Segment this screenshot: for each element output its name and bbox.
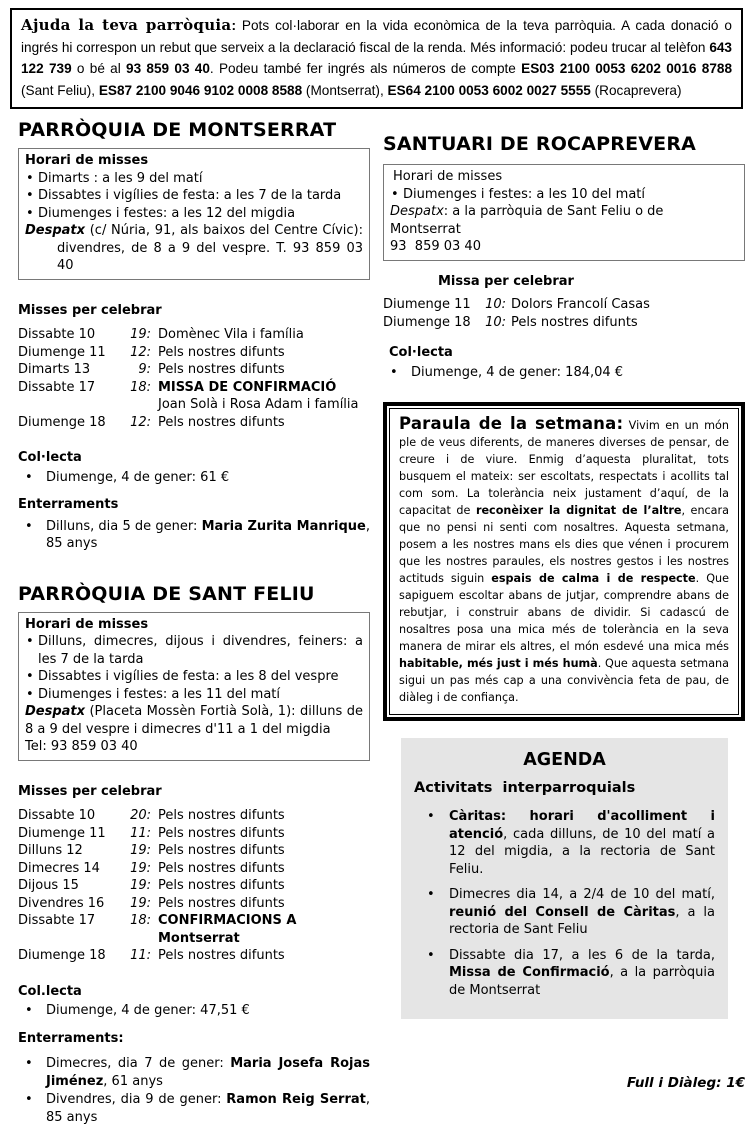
mass-hour: 19:	[130, 327, 151, 342]
mass-day: Dissabte 10	[18, 327, 96, 342]
mass-hour: 19:	[130, 895, 151, 911]
agenda-box	[401, 738, 728, 1019]
rocaprevera-tel: 93 859 03 40	[390, 239, 481, 254]
mass-day: Dimecres 14	[18, 860, 100, 876]
rocaprevera-misses-list	[383, 296, 745, 331]
mass-day: Diumenge 18	[18, 414, 106, 430]
mass-row	[383, 296, 745, 314]
mass-row	[18, 344, 370, 362]
mass-day: Diumenge 18	[18, 948, 106, 963]
mass-row	[18, 379, 370, 397]
mass-description: Pels nostres difunts	[158, 344, 285, 360]
horari-item: • Dilluns, dimecres, dijous i divendres, feiners: a les 7 de la tarda	[25, 633, 363, 668]
mass-hour: 20:	[130, 808, 151, 823]
enterrament-item: • Divendres, dia 9 de gener: Ramon Reig Serrat, 85 anys	[18, 1091, 370, 1126]
santfeliu-horari-list	[25, 633, 363, 703]
right-column	[383, 109, 745, 1093]
mass-day: Dilluns 12	[18, 843, 83, 858]
mass-description: Pels nostres difunts	[158, 878, 285, 893]
mass-row	[383, 314, 745, 332]
rocaprevera-collecta-heading: Col·lecta	[389, 345, 453, 360]
mass-description: Pels nostres difunts	[158, 895, 285, 911]
mass-row	[18, 877, 370, 895]
mass-description: Pels nostres difunts	[158, 362, 285, 377]
mass-description: Pels nostres difunts	[511, 314, 638, 330]
mass-row	[18, 860, 370, 878]
collecta-item: • Diumenge, 4 de gener: 47,51 €	[18, 1002, 370, 1020]
mass-description: Joan Solà i Rosa Adam i família	[158, 397, 359, 412]
santfeliu-horari-heading: Horari de misses	[25, 616, 149, 632]
mass-description: Dolors Francolí Casas	[511, 297, 650, 312]
agenda-item: • Càritas: horari d'acolliment i atenció, cada dilluns, de 10 del matí a 12 del migdia, a la rectoria de Sant Feliu.	[414, 808, 715, 878]
agenda-title: AGENDA	[523, 750, 606, 770]
mass-hour: 18:	[130, 913, 151, 928]
word-of-the-week-box	[383, 402, 745, 721]
horari-item: • Diumenges i festes: a les 11 del matí	[25, 686, 363, 704]
mass-row	[18, 361, 370, 379]
montserrat-despatx: Despatx (c/ Núria, 91, als baixos del Centre Cívic): divendres, de 8 a 9 del vespre. T. 93 859 03 40	[25, 223, 363, 273]
mass-hour: 11:	[130, 948, 151, 963]
montserrat-misses-heading: Misses per celebrar	[18, 302, 162, 318]
santfeliu-enterraments-heading: Enterraments:	[18, 1030, 124, 1046]
santfeliu-misses-list	[18, 807, 370, 965]
montserrat-collecta-heading: Col·lecta	[18, 450, 82, 465]
horari-item: • Dimarts : a les 9 del matí	[25, 170, 363, 188]
mass-row	[18, 326, 370, 344]
mass-row	[18, 912, 370, 947]
mass-hour	[117, 396, 151, 414]
donation-notice-text: Ajuda la teva parròquia: Pots col·laborar en la vida econòmica de la teva parròquia. A cada donació o ingrés hi correspon un rebut que serveix a la declaració fiscal de la renda. Més informació: podeu trucar al telèfon 643 122 739 o bé al 93 859 03 40. Podeu també fer ingrés als números de compte ES03 2100 0053 6202 0016 8788 (Sant Feliu), ES87 2100 9046 9102 0008 8588 (Montserrat), ES64 2100 0053 6002 0027 5555 (Rocaprevera)	[21, 16, 733, 98]
price-note: Full i Diàleg: 1€	[626, 1075, 745, 1091]
collecta-item: • Diumenge, 4 de gener: 61 €	[18, 469, 370, 487]
horari-item: • Dissabtes i vigílies de festa: a les 7 de la tarda	[25, 187, 363, 205]
mass-day: Dissabte 17	[18, 913, 96, 928]
mass-hour: 19:	[130, 860, 151, 876]
mass-day: Dijous 15	[18, 878, 79, 893]
enterrament-item: • Dimecres, dia 7 de gener: Maria Josefa Rojas Jiménez, 61 anys	[18, 1055, 370, 1090]
mass-description: CONFIRMACIONS A Montserrat	[158, 913, 297, 946]
donation-notice	[10, 8, 743, 109]
montserrat-horari-list	[25, 170, 363, 223]
page-columns	[0, 109, 753, 1126]
mass-hour: 12:	[130, 344, 151, 360]
mass-day: Dissabte 10	[18, 808, 96, 823]
agenda-subtitle: Activitats interparroquials	[414, 780, 636, 796]
montserrat-horari-box	[18, 148, 370, 280]
mass-day: Dimarts 13	[18, 362, 91, 377]
mass-day: Dissabte 17	[18, 379, 96, 395]
word-of-the-week-text: Paraula de la setmana: Vivim en un món ple de veus diferents, de maneres diverses de pensar, de creure i de viure. Enmig d’aquesta pluralitat, tots busquem el mateix: ser escoltats, respectats i acollits tal com som. La tolerància neix justament d’aquí, de la capacitat de reconèixer la dignitat de l’altre, encara que no pensi ni senti com nosaltres. Aquesta setmana, posem a les nostres mans els dies que vénen i procurem que les nostres paraules, els nostres gestos i les nostres actituds siguin espais de calma i de respecte. Que sapiguem escoltar abans de jutjar, comprendre abans de rebutjar, i construir abans de dividir. Si cadascú de nosaltres posa una mica més de tolerància en la seva manera de mirar els altres, el món esdevé una mica més habitable, més just i més humà. Que aquesta setmana sigui un pas més cap a una convivència feta de pau, de diàleg i de confiança.	[389, 408, 739, 715]
mass-hour: 10:	[485, 314, 506, 330]
collecta-item: • Diumenge, 4 de gener: 184,04 €	[383, 364, 745, 382]
mass-day: Diumenge 18	[383, 314, 471, 330]
montserrat-title: PARRÒQUIA DE MONTSERRAT	[18, 119, 337, 141]
mass-row	[18, 807, 370, 825]
mass-description: Pels nostres difunts	[158, 414, 285, 430]
santfeliu-enterraments-list	[18, 1055, 370, 1126]
montserrat-enterraments-heading: Enterraments	[18, 497, 119, 512]
left-column	[18, 109, 370, 1126]
montserrat-enterraments-list	[18, 518, 370, 553]
mass-hour: 12:	[130, 414, 151, 430]
mass-row	[18, 895, 370, 913]
mass-row	[18, 414, 370, 432]
santfeliu-misses-heading: Misses per celebrar	[18, 783, 162, 799]
mass-description: Pels nostres difunts	[158, 948, 285, 963]
mass-day	[18, 396, 110, 414]
rocaprevera-despatx: Despatx: a la parròquia de Sant Feliu o de Montserrat	[390, 204, 664, 237]
santfeliu-tel: Tel: 93 859 03 40	[25, 739, 138, 754]
horari-item: • Diumenges i festes: a les 12 del migdia	[25, 205, 363, 223]
santfeliu-title: PARRÒQUIA DE SANT FELIU	[18, 582, 315, 605]
montserrat-misses-list	[18, 326, 370, 431]
mass-description: Pels nostres difunts	[158, 808, 285, 823]
mass-hour: 19:	[130, 843, 151, 858]
horari-item: • Diumenges i festes: a les 10 del matí	[390, 186, 738, 204]
mass-description: MISSA DE CONFIRMACIÓ	[158, 379, 337, 395]
horari-item: • Dissabtes i vigílies de festa: a les 8 del vespre	[25, 668, 363, 686]
mass-day: Diumenge 11	[383, 297, 471, 312]
santfeliu-horari-box	[18, 612, 370, 761]
agenda-item: • Dissabte dia 17, a les 6 de la tarda, Missa de Confirmació, a la parròquia de Montserrat	[414, 947, 715, 1000]
mass-description: Domènec Vila i família	[158, 327, 304, 342]
enterrament-item: • Dilluns, dia 5 de gener: Maria Zurita Manrique, 85 anys	[18, 518, 370, 553]
mass-row	[18, 842, 370, 860]
mass-day: Diumenge 11	[18, 825, 106, 841]
mass-row	[18, 947, 370, 965]
rocaprevera-misses-heading: Missa per celebrar	[438, 273, 574, 289]
santfeliu-collecta-list	[18, 1002, 370, 1020]
rocaprevera-collecta-list	[383, 364, 745, 382]
mass-hour: 9:	[138, 362, 151, 377]
santfeliu-collecta-heading: Col.lecta	[18, 983, 82, 999]
rocaprevera-horari-box	[383, 164, 745, 261]
mass-description: Pels nostres difunts	[158, 860, 285, 876]
mass-description: Pels nostres difunts	[158, 843, 285, 858]
mass-description: Pels nostres difunts	[158, 825, 285, 841]
montserrat-horari-heading: Horari de misses	[25, 153, 149, 168]
mass-hour: 10:	[485, 297, 506, 312]
mass-row	[18, 825, 370, 843]
mass-day: Diumenge 11	[18, 344, 106, 360]
mass-row-continuation	[18, 396, 370, 414]
rocaprevera-horari-heading: Horari de misses	[393, 169, 503, 184]
agenda-item: • Dimecres dia 14, a 2/4 de 10 del matí, reunió del Consell de Càritas, a la rectoria de Sant Feliu	[414, 886, 715, 939]
mass-day: Divendres 16	[18, 895, 105, 911]
mass-hour: 11:	[130, 825, 151, 841]
santfeliu-despatx: Despatx (Placeta Mossèn Fortià Solà, 1): dilluns de 8 a 9 del vespre i dimecres d'11 a 1 del migdia	[25, 704, 363, 737]
montserrat-collecta-list	[18, 469, 370, 487]
mass-hour: 18:	[130, 379, 151, 395]
mass-hour: 19:	[130, 878, 151, 893]
rocaprevera-horari-list	[390, 186, 738, 204]
rocaprevera-title: SANTUARI DE ROCAPREVERA	[383, 133, 697, 155]
agenda-list	[414, 808, 715, 999]
